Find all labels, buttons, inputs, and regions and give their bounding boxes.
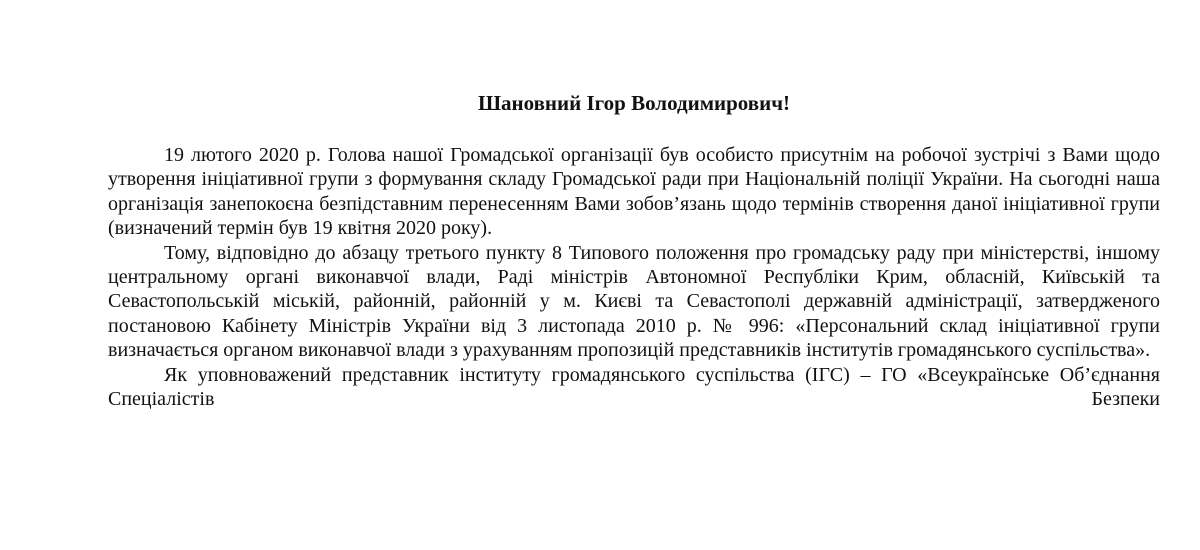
paragraph-3: Як уповноважений представник інституту громадянського суспільства (ІГС) – ГО «Всеукраїнське Об’єднання Спеціалістів Безпеки (108, 363, 1160, 411)
paragraph-1: 19 лютого 2020 р. Голова нашої Громадської організації був особисто присутнім на робочої зустрічі з Вами щодо утворення ініціативної групи з формування складу Громадської ради при Національній поліції України. На сьогодні наша організація занепокоєна безпідставним перенесенням Вами зобов’язань щодо термінів створення даної ініціативної групи (визначений термін був 19 квітня 2020 року). (108, 144, 1160, 240)
letter-salutation: Шановний Ігор Володимирович! (477, 91, 791, 115)
letter-body (108, 143, 1160, 411)
paragraph-2: Тому, відповідно до абзацу третього пункту 8 Типового положення про громадську раду при міністерстві, іншому центральному органі виконавчої влади, Раді міністрів Автономної Республіки Крим, обласній, Київській та Севастопольській міській, районній, районній у м. Києві та Севастополі державній адміністрації, затвердженого постановою Кабінету Міністрів України від 3 листопада 2010 р. № 996: «Персональний склад ініціативної групи визначається органом виконавчої влади з урахуванням пропозицій представників інститутів громадянського суспільства». (108, 241, 1160, 362)
